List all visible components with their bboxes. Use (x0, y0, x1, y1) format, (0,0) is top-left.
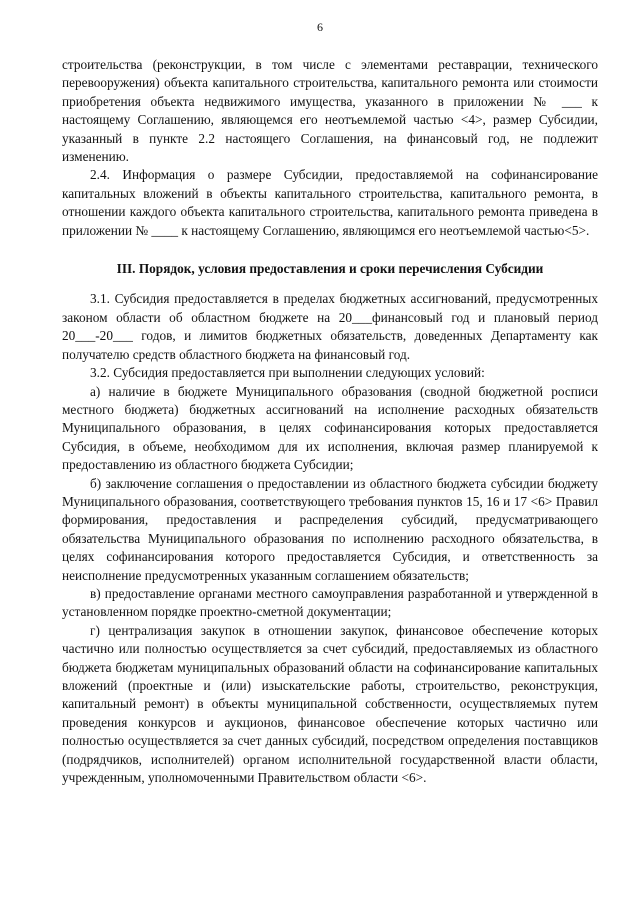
paragraph-continuation: строительства (реконструкции, в том числе с элементами реставрации, технического перевооружения) объекта капитального строительства, капитального ремонта или стоимости приобретения объекта недвижимого имущества, указанного в приложении № ___ к настоящему Соглашению, являющемся его неотъемлемой частью <4>, размер Субсидии, указанный в пункте 2.2 настоящего Соглашения, на финансовый год, не подлежит изменению. (62, 57, 598, 165)
paragraph-3-2: 3.2. Субсидия предоставляется при выполнении следующих условий: (90, 365, 485, 381)
paragraph-2-4: 2.4. Информация о размере Субсидии, предоставляемой на софинансирование капитальных вложений в объекты капитального строительства, капитального ремонта, в отношении каждого объекта капитального строительства, капитального ремонта приведена в приложении № ____ к настоящему Соглашению, являющимся его неотъемлемой частью<5>. (62, 167, 598, 238)
condition-g: г) централизация закупок в отношении закупок, финансовое обеспечение которых частично или полностью осуществляется за счет субсидий, предоставляемых из областного бюджета бюджетам муниципальных образований области на софинансирование капитальных вложений (проектные и (или) изыскательские работы, строительство, реконструкция, капитальный ремонт) в объекты муниципальной собственности, осуществляемых путем проведения конкурсов и аукционов, финансовое обеспечение которых частично или полностью осуществляется за счет данных субсидий, посредством определения поставщиков (подрядчиков, исполнителей) органом исполнительной государственной власти области, учрежденным, уполномоченными Правительством области <6>. (62, 622, 598, 786)
section-heading: III. Порядок, условия предоставления и сроки перечисления Субсидии (116, 261, 544, 277)
page-number: 6 (317, 20, 323, 34)
document-body (62, 56, 598, 787)
condition-a: а) наличие в бюджете Муниципального образования (сводной бюджетной росписи местного бюджета) бюджетных ассигнований на исполнение расходных обязательств Муниципального образования, в целях софинансирования которых предоставляется Субсидия, в объеме, необходимом для их исполнения, включая размер планируемой к предоставлению из областного бюджета Субсидии; (62, 383, 598, 473)
condition-b: б) заключение соглашения о предоставлении из областного бюджета субсидии бюджету Муниципального образования, соответствующего требования пунктов 15, 16 и 17 <6> Правил формирования, предоставления и распределения субсидий, предусматривающего обязательства Муниципального образования по исполнению расходного обязательства, в целях софинансирования которого предоставляется Субсидия, и ответственность за неисполнение предусмотренных указанным соглашением обязательств; (62, 475, 598, 583)
paragraph-3-1: 3.1. Субсидия предоставляется в пределах бюджетных ассигнований, предусмотренных законом области об областном бюджете на 20___финансовый год и плановый период 20___-20___ годов, и лимитов бюджетных обязательств, доведенных Департаменту как получателю средств областного бюджета на финансовый год. (62, 291, 598, 362)
condition-v: в) предоставление органами местного самоуправления разработанной и утвержденной в установленном порядке проектно-сметной документации; (62, 585, 598, 620)
